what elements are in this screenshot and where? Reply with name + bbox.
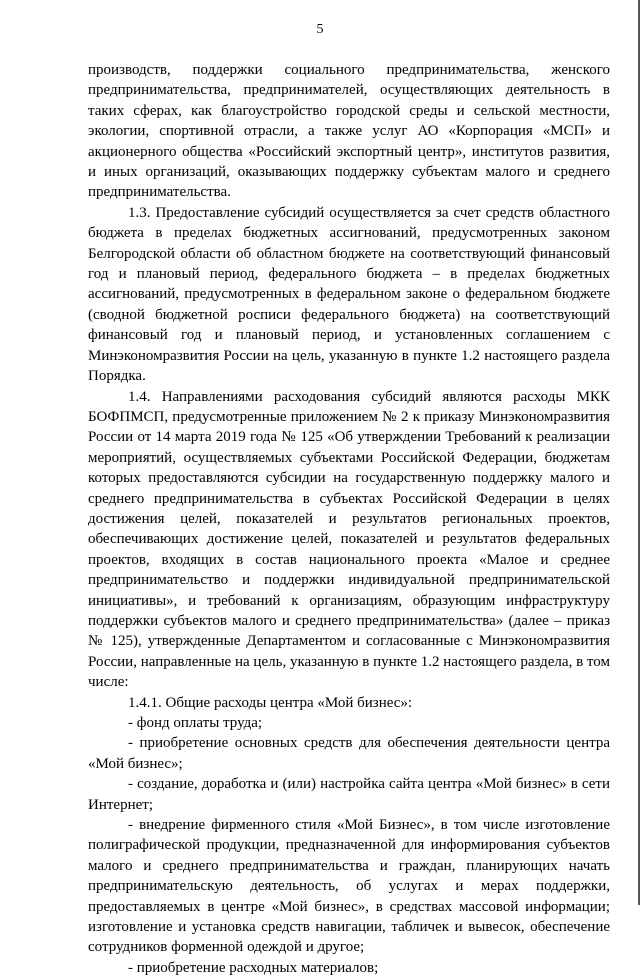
list-item-fixed-assets: - приобретение основных средств для обеспечения деятельности центра «Мой бизнес»; (88, 735, 610, 772)
paragraph-1-4: 1.4. Направлениями расходования субсидий являются расходы МКК БОФПМСП, предусмотренные приложением № 2 к приказу Минэкономразвития России от 14 марта 2019 года № 125 «Об утверждении Требований к реализации мероприятий, осуществляемых субъектами Российской Федерации, бюджетам которых предоставляются субсидии на государственную поддержку малого и среднего предпринимательства в субъектах Российской Федерации в целях достижения целей, показателей и результатов региональных проектов, обеспечивающих достижение целей, показателей и результатов федеральных проектов, входящих в состав национального проекта «Малое и среднее предпринимательство и поддержки индивидуальной предпринимательской инициативы», и требований к организациям, образующим инфраструктуру поддержки субъектов малого и среднего предпринимательства» (далее – приказ № 125), утвержденные Департаментом и согласованные с Минэкономразвития России, направленные на цель, указанную в пункте 1.2 настоящего раздела, в том числе: (88, 388, 610, 691)
paragraph-1-3: 1.3. Предоставление субсидий осуществляется за счет средств областного бюджета в пределах бюджетных ассигнований, предусмотренных законом Белгородской области об областном бюджете на соответствующий финансовый год и плановый период, федерального бюджета – в пределах бюджетных ассигнований, предусмотренных в федеральном законе о федеральном бюджете (сводной бюджетной росписи федерального бюджета) на соответствующий финансовый год и плановый период, и установленных соглашением с Минэкономразвития России на цель, указанную в пункте 1.2 настоящего раздела Порядка. (88, 204, 610, 385)
list-item-website: - создание, доработка и (или) настройка сайта центра «Мой бизнес» в сети Интернет; (88, 776, 610, 813)
paragraph-continuation: производств, поддержки социального предпринимательства, женского предпринимательства, предпринимателей, осуществляющих деятельность в таких сферах, как благоустройство городской среды и сельской местности, экологии, спортивной отрасли, а также услуг АО «Корпорация «МСП» и акционерного общества «Российский экспортный центр», институтов развития, и иных организаций, оказывающих поддержку субъектам малого и среднего предпринимательства. (88, 62, 610, 201)
document-body (88, 60, 610, 978)
paragraph-1-4-1: 1.4.1. Общие расходы центра «Мой бизнес»: (128, 694, 413, 711)
page-number: 5 (316, 22, 324, 37)
list-item-corporate-style: - внедрение фирменного стиля «Мой Бизнес», в том числе изготовление полиграфической продукции, предназначенной для информирования субъектов малого и среднего предпринимательства и граждан, планирующих начать предпринимательскую деятельность, об услугах и мерах поддержки, предоставляемых в центре «Мой бизнес», в средствах массовой информации; изготовление и установка средств навигации, табличек и вывесок, обеспечение сотрудников форменной одеждой и другое; (88, 817, 610, 956)
list-item-consumables: - приобретение расходных материалов; (128, 959, 379, 976)
list-item-payroll: - фонд оплаты труда; (128, 715, 263, 731)
